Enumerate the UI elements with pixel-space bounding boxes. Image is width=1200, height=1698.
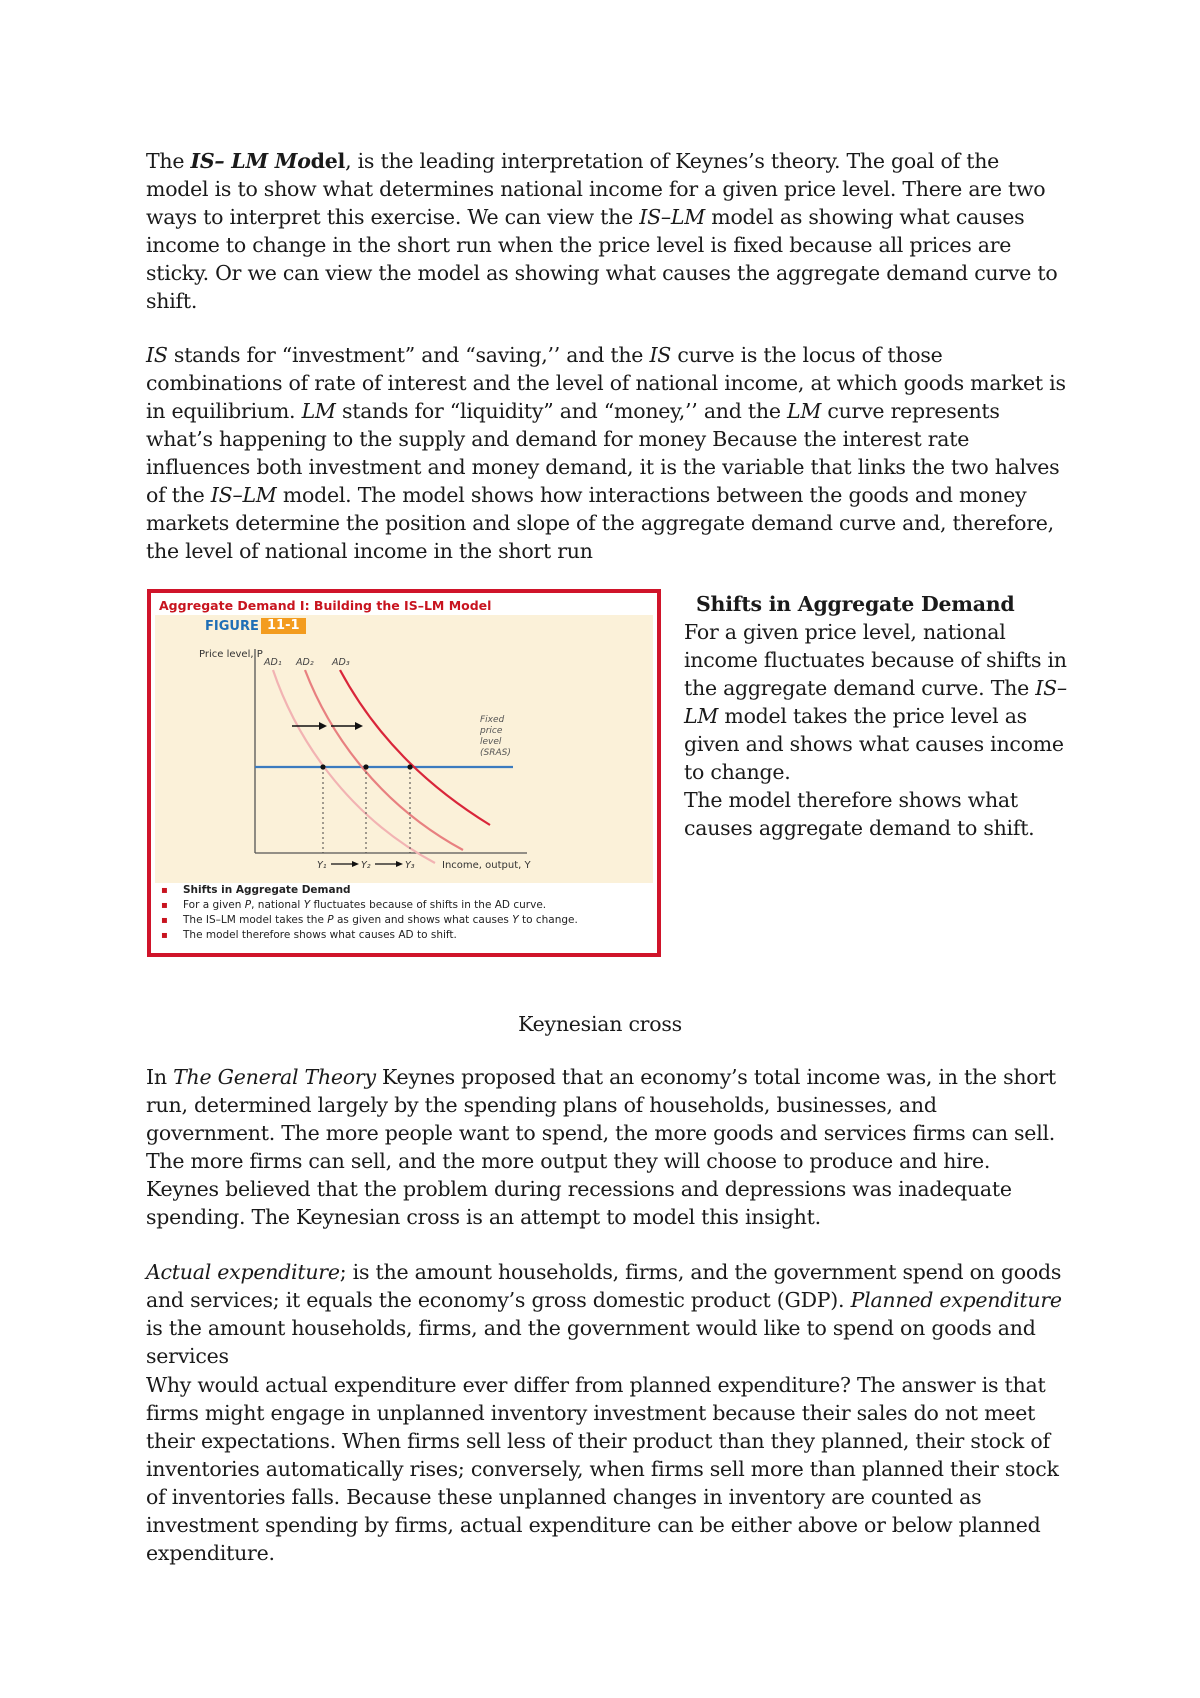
y1-tick: Y₁ bbox=[317, 860, 327, 871]
equilibrium-point-2 bbox=[363, 764, 368, 769]
ad2-curve bbox=[305, 670, 463, 850]
intro-paragraph: The IS– LM Model, is the leading interpretation of Keynes’s theory. The goal of the model is to show what determines national income for a given price level. There are two ways to interpret this exercise. We can view the IS–LM model as showing what causes income to change in the short run when the price level is fixed because all prices are sticky. Or we can view the model as showing what causes the aggregate demand curve to shift. bbox=[146, 149, 1058, 313]
expenditure-definition-paragraph: Actual expenditure; is the amount households, firms, and the government spend on goods and services; it equals the economy’s gross domestic product (GDP). Planned expenditure is the amount households, firms, and the government would like to spend on goods and services bbox=[146, 1260, 1062, 1368]
fixed-label-2: price bbox=[480, 726, 503, 736]
is-lm-definition-paragraph: IS stands for “investment” and “saving,’’ and the IS curve is the locus of those combinations of rate of interest and the level of national income, at which goods market is in equilibrium. LM stands for “liquidity” and “money,’’ and the LM curve represents what’s happening to the supply and demand for money Because the interest rate influences both investment and money demand, it is the variable that links the two halves of the IS–LM model. The model shows how interactions between the goods and money markets determine the position and slope of the aggregate demand curve and, therefore, the level of national income in the short run bbox=[146, 343, 1066, 563]
aggregate-demand-figure bbox=[147, 589, 661, 957]
ad-shift-graph bbox=[155, 615, 653, 883]
figure-number: 11-1 bbox=[261, 618, 306, 634]
inventory-paragraph: Why would actual expenditure ever differ from planned expenditure? The answer is that firms might engage in unplanned inventory investment because their sales do not meet their expectations. When firms sell less of their product than they planned, their stock of inventories automatically rises; conversely, when firms sell more than planned their stock of inventories falls. Because these unplanned changes in inventory are counted as investment spending by firms, actual expenditure can be either above or below planned expenditure. bbox=[146, 1373, 1059, 1565]
bullet-2: ▪ The IS–LM model takes the P as given and shows what causes Y to change. bbox=[159, 913, 649, 928]
keynesian-cross-heading: Keynesian cross bbox=[518, 1012, 682, 1036]
figure-bullets bbox=[159, 883, 649, 943]
tick-arrowhead-2 bbox=[396, 861, 403, 867]
shift-arrowhead-2 bbox=[355, 722, 363, 730]
equilibrium-point-1 bbox=[320, 764, 325, 769]
figure-label: FIGURE bbox=[205, 619, 259, 634]
bullet-3: ▪ The model therefore shows what causes AD to shift. bbox=[159, 928, 649, 943]
y-axis-label: Price level, P bbox=[199, 649, 263, 660]
equilibrium-point-3 bbox=[407, 764, 412, 769]
y2-tick: Y₂ bbox=[361, 860, 371, 871]
general-theory-paragraph: In The General Theory Keynes proposed that an economy’s total income was, in the short run, determined largely by the spending plans of households, businesses, and government. The more people want to spend, the more goods and services firms can sell. The more firms can sell, and the more output they will choose to produce and hire. Keynes believed that the problem during recessions and depressions was inadequate spending. The Keynesian cross is an attempt to model this insight. bbox=[146, 1065, 1056, 1229]
side-note bbox=[684, 590, 1084, 842]
figure-title: Aggregate Demand I: Building the IS–LM Model bbox=[159, 598, 492, 613]
x-axis-label: Income, output, Y bbox=[442, 860, 531, 871]
side-note-title: Shifts in Aggregate Demand bbox=[696, 592, 1015, 616]
fixed-label-1: Fixed bbox=[480, 715, 505, 725]
fixed-label-4: (SRAS) bbox=[480, 748, 511, 758]
side-note-conclusion: The model therefore shows what causes aggregate demand to shift. bbox=[684, 788, 1035, 840]
side-note-body: For a given price level, national income fluctuates because of shifts in the aggregate demand curve. The IS–LM model takes the price level as given and shows what causes income to change. bbox=[684, 620, 1067, 784]
ad2-label: AD₂ bbox=[296, 657, 314, 668]
ad1-label: AD₁ bbox=[264, 657, 282, 668]
y3-tick: Y₃ bbox=[405, 860, 415, 871]
ad3-curve bbox=[340, 670, 490, 825]
tick-arrowhead-1 bbox=[352, 861, 359, 867]
ad3-label: AD₃ bbox=[332, 657, 350, 668]
shift-arrowhead-1 bbox=[319, 722, 327, 730]
bullet-heading: ▪ Shifts in Aggregate Demand bbox=[159, 883, 649, 898]
bullet-1: ▪ For a given P, national Y fluctuates because of shifts in the AD curve. bbox=[159, 898, 649, 913]
fixed-label-3: level bbox=[480, 737, 502, 747]
